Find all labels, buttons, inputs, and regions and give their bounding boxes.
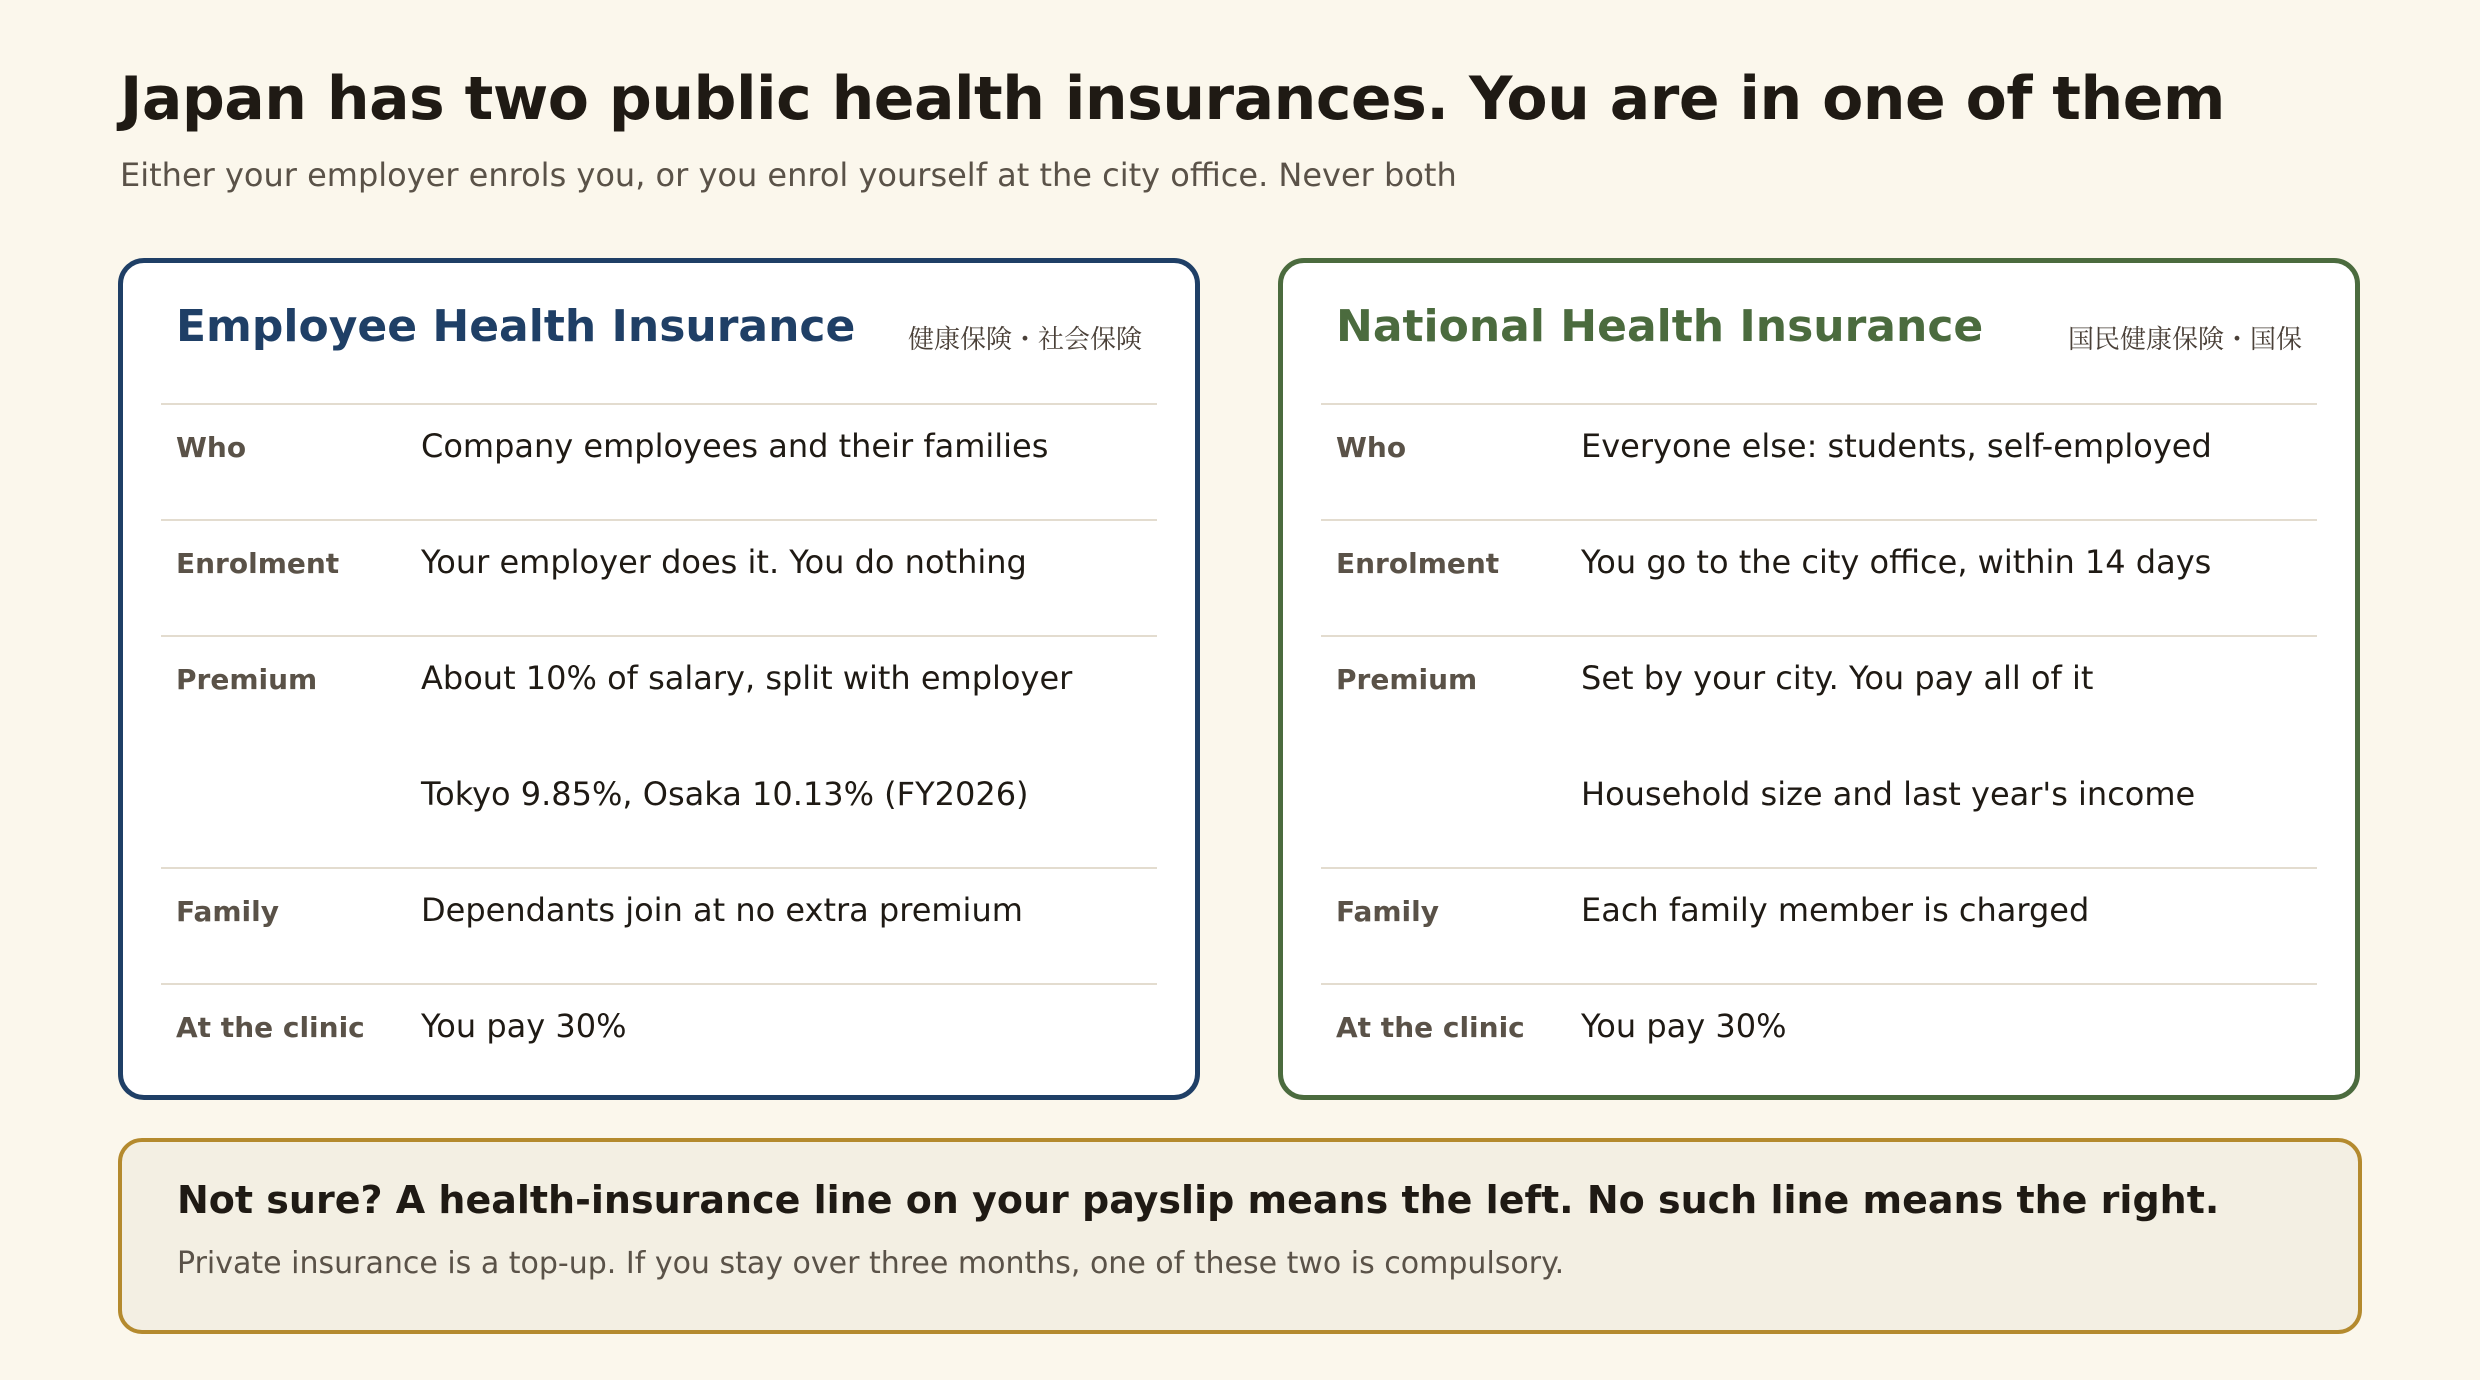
row-enrolment — [161, 519, 1157, 635]
row-value: Everyone else: students, self-employed — [1581, 427, 2212, 465]
row-at-the-clinic — [161, 983, 1157, 1099]
row-family — [161, 867, 1157, 983]
row-value: You pay 30% — [1581, 1007, 1787, 1045]
note-body: Private insurance is a top-up. If you stay over three months, one of these two is compulsory. — [177, 1246, 1565, 1281]
row-who — [1321, 403, 2317, 519]
card-japanese-name: 健康保険・社会保険 — [907, 325, 1142, 355]
card-title: Employee Health Insurance — [176, 301, 856, 352]
row-value: About 10% of salary, split with employer — [421, 659, 1073, 697]
row-family — [1321, 867, 2317, 983]
row-label: Enrolment — [176, 547, 340, 580]
employee-health-insurance-card — [118, 258, 1200, 1100]
row-value: Company employees and their families — [421, 427, 1049, 465]
row-value: Set by your city. You pay all of it — [1581, 659, 2094, 697]
row-value-detail: Household size and last year's income — [1581, 775, 2196, 813]
row-label: At the clinic — [1336, 1011, 1525, 1044]
row-premium — [1321, 635, 2317, 867]
row-label: Family — [1336, 895, 1440, 928]
row-value: Your employer does it. You do nothing — [421, 543, 1027, 581]
row-value: Each family member is charged — [1581, 891, 2090, 929]
card-title: National Health Insurance — [1336, 301, 1984, 352]
row-who — [161, 403, 1157, 519]
row-label: Enrolment — [1336, 547, 1500, 580]
row-enrolment — [1321, 519, 2317, 635]
row-label: Who — [176, 431, 247, 464]
page-subtitle: Either your employer enrols you, or you enrol yourself at the city office. Never both — [120, 156, 1457, 194]
page-title: Japan has two public health insurances. You are in one of them — [120, 64, 2225, 134]
row-premium — [161, 635, 1157, 867]
card-japanese-name: 国民健康保険・国保 — [2067, 325, 2302, 355]
row-label: Who — [1336, 431, 1407, 464]
national-health-insurance-card — [1278, 258, 2360, 1100]
row-at-the-clinic — [1321, 983, 2317, 1099]
card-rows — [161, 403, 1157, 1099]
row-value: Dependants join at no extra premium — [421, 891, 1023, 929]
note-headline: Not sure? A health-insurance line on your payslip means the left. No such line means the right. — [177, 1178, 2220, 1222]
row-value: You go to the city office, within 14 days — [1581, 543, 2212, 581]
payslip-hint-note — [118, 1138, 2362, 1334]
row-label: At the clinic — [176, 1011, 365, 1044]
row-value-detail: Tokyo 9.85%, Osaka 10.13% (FY2026) — [421, 775, 1029, 813]
card-rows — [1321, 403, 2317, 1099]
row-label: Premium — [176, 663, 318, 696]
row-value: You pay 30% — [421, 1007, 627, 1045]
row-label: Premium — [1336, 663, 1478, 696]
row-label: Family — [176, 895, 280, 928]
